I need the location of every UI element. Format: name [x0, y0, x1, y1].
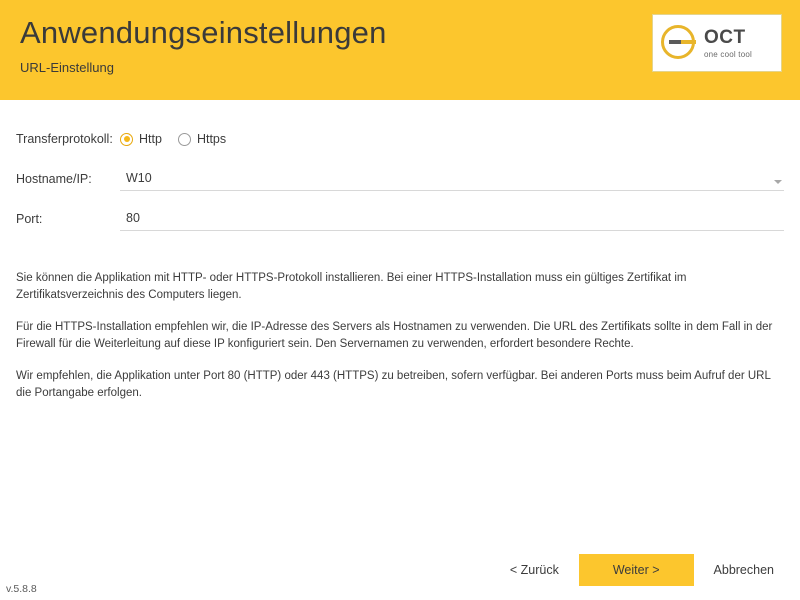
next-button[interactable]: Weiter >: [579, 554, 694, 586]
logo: [652, 14, 782, 72]
protocol-radio-group: [120, 132, 242, 146]
logo-tagline: one cool tool: [704, 49, 752, 59]
hostname-row: [16, 162, 784, 196]
hostname-input[interactable]: [120, 167, 784, 191]
cancel-button[interactable]: Abbrechen: [702, 555, 786, 585]
description-paragraph-1: Sie können die Applikation mit HTTP- oder HTTPS-Protokoll installieren. Bei einer HTTPS-Installation muss ein gültiges Zertifikat im Zertifikatsverzeichnis des Computers liegen.: [16, 272, 687, 301]
wizard-buttons: [498, 554, 786, 586]
port-row: [16, 202, 784, 236]
hostname-label: Hostname/IP:: [16, 172, 92, 186]
logo-name: OCT: [704, 26, 746, 48]
port-field-wrap: [120, 207, 784, 231]
radio-http-label: Http: [139, 132, 162, 146]
radio-https-label: Https: [196, 132, 227, 146]
logo-text: [704, 28, 752, 59]
page-subtitle: URL-Einstellung: [20, 60, 114, 75]
radio-unselected-icon: [178, 133, 191, 146]
settings-form: [0, 100, 800, 236]
oct-logo-icon: [661, 25, 697, 61]
radio-http[interactable]: [120, 132, 162, 146]
protocol-row: [16, 122, 784, 156]
header-banner: [0, 0, 800, 100]
description-paragraph-3: Wir empfehlen, die Applikation unter Port 80 (HTTP) oder 443 (HTTPS) zu betreiben, sofern verfügbar. Bei anderen Ports muss beim Aufruf der URL die Portangabe erfolgen.: [16, 370, 771, 399]
radio-selected-icon: [120, 133, 133, 146]
protocol-label: Transferprotokoll:: [16, 132, 113, 146]
description-text: [0, 242, 800, 402]
page-title: Anwendungseinstellungen: [20, 15, 387, 50]
back-button[interactable]: < Zurück: [498, 555, 571, 585]
radio-https[interactable]: [178, 132, 226, 146]
footer-bar: [0, 536, 800, 600]
hostname-field-wrap: [120, 167, 784, 191]
port-label: Port:: [16, 212, 43, 226]
description-paragraph-2: Für die HTTPS-Installation empfehlen wir, die IP-Adresse des Servers als Hostnamen zu verwenden. Die URL des Zertifikats sollte in dem Fall in der Firewall für die Weiterleitung auf diese IP konfiguriert sein. Den Servernamen zu verwenden, erfordert besondere Rechte.: [16, 321, 773, 350]
port-input[interactable]: [120, 207, 784, 231]
version-label: v.5.8.8: [6, 583, 37, 595]
chevron-down-icon[interactable]: [774, 180, 782, 184]
